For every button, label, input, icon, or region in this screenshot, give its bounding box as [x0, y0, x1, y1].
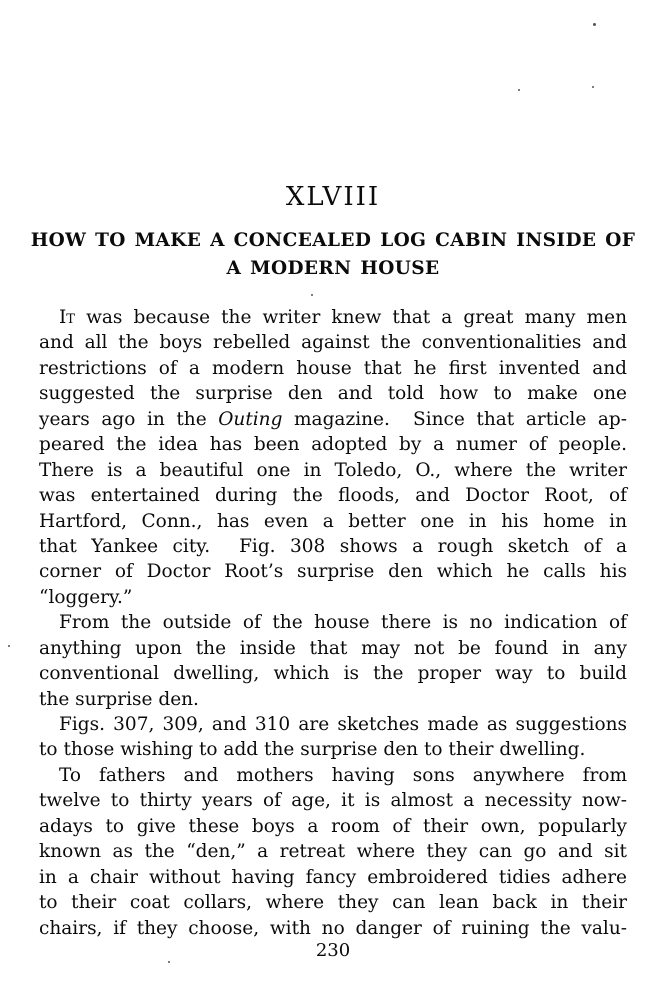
- text-line: [39, 610, 627, 635]
- scan-speck: [592, 86, 594, 88]
- text-segment: years ago in the: [39, 408, 219, 430]
- text-line: [39, 381, 627, 406]
- text-segment: “loggery.”: [39, 586, 133, 608]
- scan-speck: [168, 961, 170, 963]
- text-line: [39, 712, 627, 737]
- text-line: [39, 585, 627, 610]
- text-line: [39, 330, 627, 355]
- text-line: [39, 890, 627, 915]
- text-line: [39, 559, 627, 584]
- text-segment: chairs, if they choose, with no danger of ruining the valu-: [39, 917, 627, 939]
- text-segment: Figs. 307, 309, and 310 are sketches made as suggestions: [59, 714, 627, 735]
- text-segment: anything upon the inside that may not be found in any: [39, 637, 627, 659]
- text-segment: restrictions of a modern house that he first invented and: [39, 357, 627, 379]
- text-line: [39, 483, 627, 508]
- scan-speck: [311, 294, 313, 296]
- italic-text: Outing: [218, 408, 283, 430]
- text-line: [39, 814, 627, 839]
- text-segment: To fathers and mothers having sons anywhere from: [59, 764, 627, 786]
- text-segment: From the outside of the house there is no indication of: [59, 612, 627, 634]
- text-line: [39, 636, 627, 661]
- text-line: [39, 458, 627, 483]
- text-segment: adays to give these boys a room of their own, popularly: [39, 815, 627, 837]
- page-number: 230: [315, 940, 351, 961]
- text-segment: that Yankee city. Fig. 308 shows a rough sketch of a: [39, 535, 627, 557]
- body-text: [39, 305, 627, 941]
- scan-speck: [8, 645, 10, 647]
- text-line: [39, 509, 627, 534]
- text-line: [39, 839, 627, 864]
- text-line: [39, 661, 627, 686]
- chapter-title-line-2: A MODERN HOUSE: [226, 257, 440, 279]
- text-segment: to those wishing to add the surprise den to their dwelling.: [39, 739, 586, 761]
- text-line: [39, 916, 627, 941]
- text-segment: suggested the surprise den and told how to make one: [39, 383, 627, 405]
- chapter-number: XLVIII: [285, 182, 381, 212]
- text-line: [39, 534, 627, 559]
- text-segment: twelve to thirty years of age, it is almost a necessity now-: [39, 790, 627, 812]
- text-segment: in a chair without having fancy embroidered tidies adhere: [39, 866, 627, 888]
- text-segment: conventional dwelling, which is the proper way to build: [39, 663, 627, 685]
- text-line: [39, 305, 627, 330]
- text-segment: Hartford, Conn., has even a better one in his home in: [39, 510, 627, 532]
- smallcaps-text: It: [59, 307, 75, 328]
- text-line: [39, 763, 627, 788]
- scan-speck: [518, 89, 520, 91]
- chapter-title-line-1: HOW TO MAKE A CONCEALED LOG CABIN INSIDE OF: [30, 230, 636, 251]
- text-line: [39, 432, 627, 457]
- text-line: [39, 737, 627, 762]
- text-segment: the surprise den.: [39, 688, 199, 710]
- text-line: [39, 865, 627, 890]
- text-segment: to their coat collars, where they can lean back in their: [39, 892, 627, 914]
- text-segment: was entertained during the floods, and Doctor Root, of: [39, 485, 627, 507]
- text-line: [39, 788, 627, 813]
- text-line: [39, 687, 627, 712]
- text-segment: There is a beautiful one in Toledo, O., where the writer: [39, 459, 627, 481]
- chapter-title: [0, 227, 666, 282]
- text-segment: corner of Doctor Root’s surprise den which he calls his: [39, 561, 627, 583]
- text-segment: and all the boys rebelled against the conventionalities and: [39, 332, 627, 354]
- scan-speck: [593, 23, 596, 26]
- text-line: [39, 407, 627, 432]
- text-segment: known as the “den,” a retreat where they can go and sit: [39, 841, 627, 863]
- text-segment: magazine. Since that article ap-: [282, 408, 627, 430]
- text-segment: peared the idea has been adopted by a numer of people.: [39, 434, 627, 456]
- text-line: [39, 356, 627, 381]
- text-segment: was because the writer knew that a great many men: [74, 307, 627, 328]
